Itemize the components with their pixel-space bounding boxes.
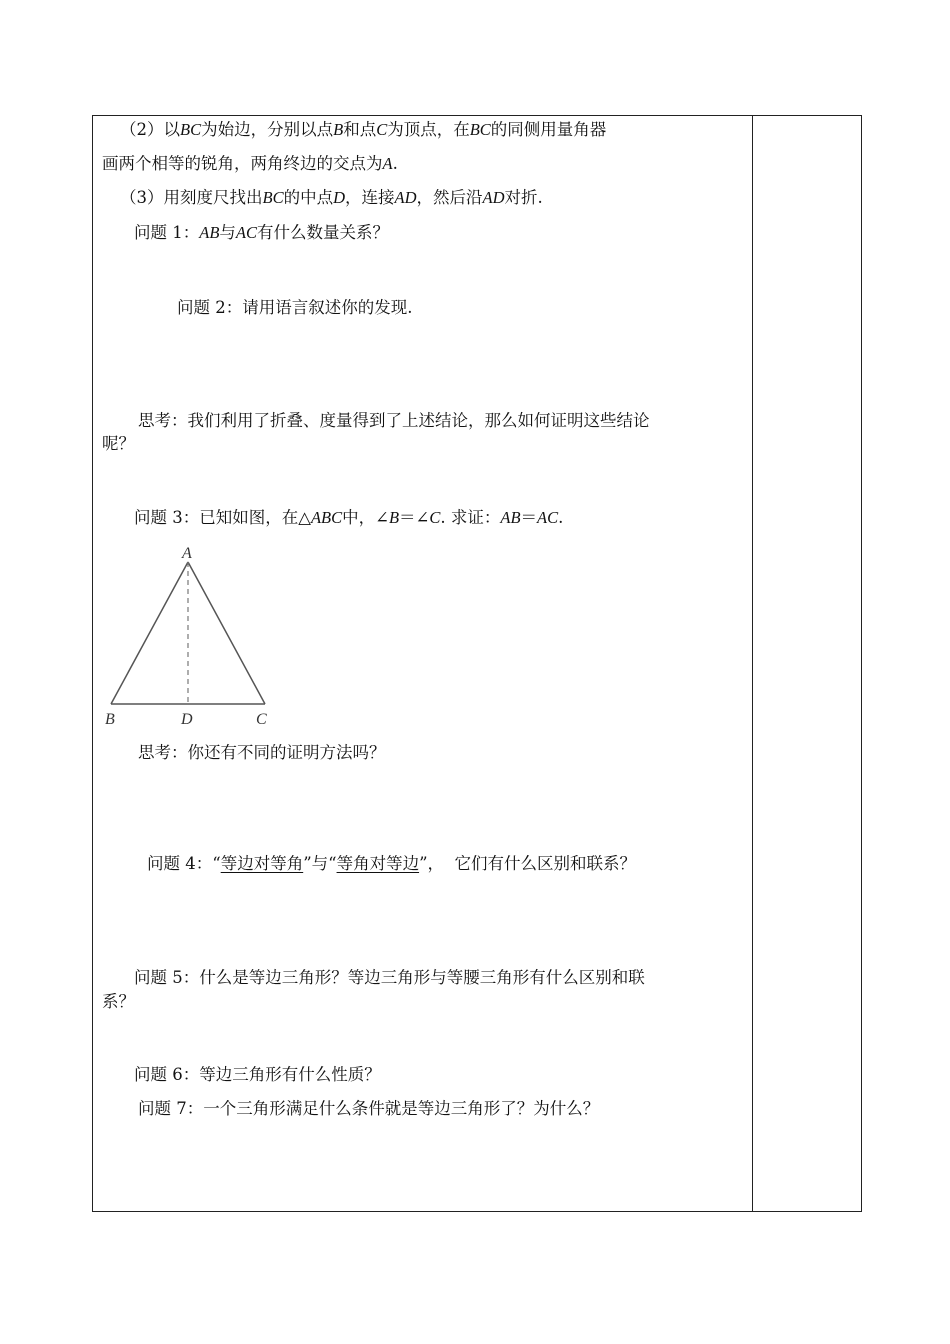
label-d: D <box>181 711 193 728</box>
term-equal-sides: 等边对等角 <box>220 854 304 873</box>
question-1: 问题 1：AB与AC有什么数量关系？ <box>134 223 390 242</box>
label-b: B <box>105 711 115 728</box>
term-equal-angles: 等角对等边 <box>336 854 420 873</box>
question-5-line2: 系？ <box>102 992 135 1011</box>
question-2: 问题 2：请用语言叙述你的发现. <box>177 298 413 317</box>
question-3: 问题 3：已知如图，在△ABC中，∠B＝∠C. 求证：AB＝AC. <box>134 508 564 527</box>
side-ac <box>188 562 265 704</box>
step3-line: （3）用刻度尺找出BC的中点D，连接AD，然后沿AD对折. <box>120 188 543 207</box>
step2-line2: 画两个相等的锐角，两角终边的交点为A. <box>102 154 398 173</box>
think-1-line1: 思考：我们利用了折叠、度量得到了上述结论，那么如何证明这些结论 <box>138 411 650 430</box>
label-a: A <box>182 545 192 562</box>
label-c: C <box>256 711 267 728</box>
triangle-figure <box>100 542 280 732</box>
column-divider <box>752 115 753 1212</box>
question-5-line1: 问题 5：什么是等边三角形？等边三角形与等腰三角形有什么区别和联 <box>134 968 645 987</box>
step2-line1: （2）以BC为始边，分别以点B和点C为顶点，在BC的同侧用量角器 <box>120 120 607 139</box>
question-7: 问题 7：一个三角形满足什么条件就是等边三角形了？为什么？ <box>138 1099 600 1118</box>
question-4: 问题 4：“等边对等角”与“等角对等边”， 它们有什么区别和联系？ <box>147 854 636 873</box>
think-1-line2: 呢？ <box>102 434 135 453</box>
side-ab <box>111 562 188 704</box>
question-6: 问题 6：等边三角形有什么性质？ <box>134 1065 381 1084</box>
think-2: 思考：你还有不同的证明方法吗？ <box>138 743 386 762</box>
